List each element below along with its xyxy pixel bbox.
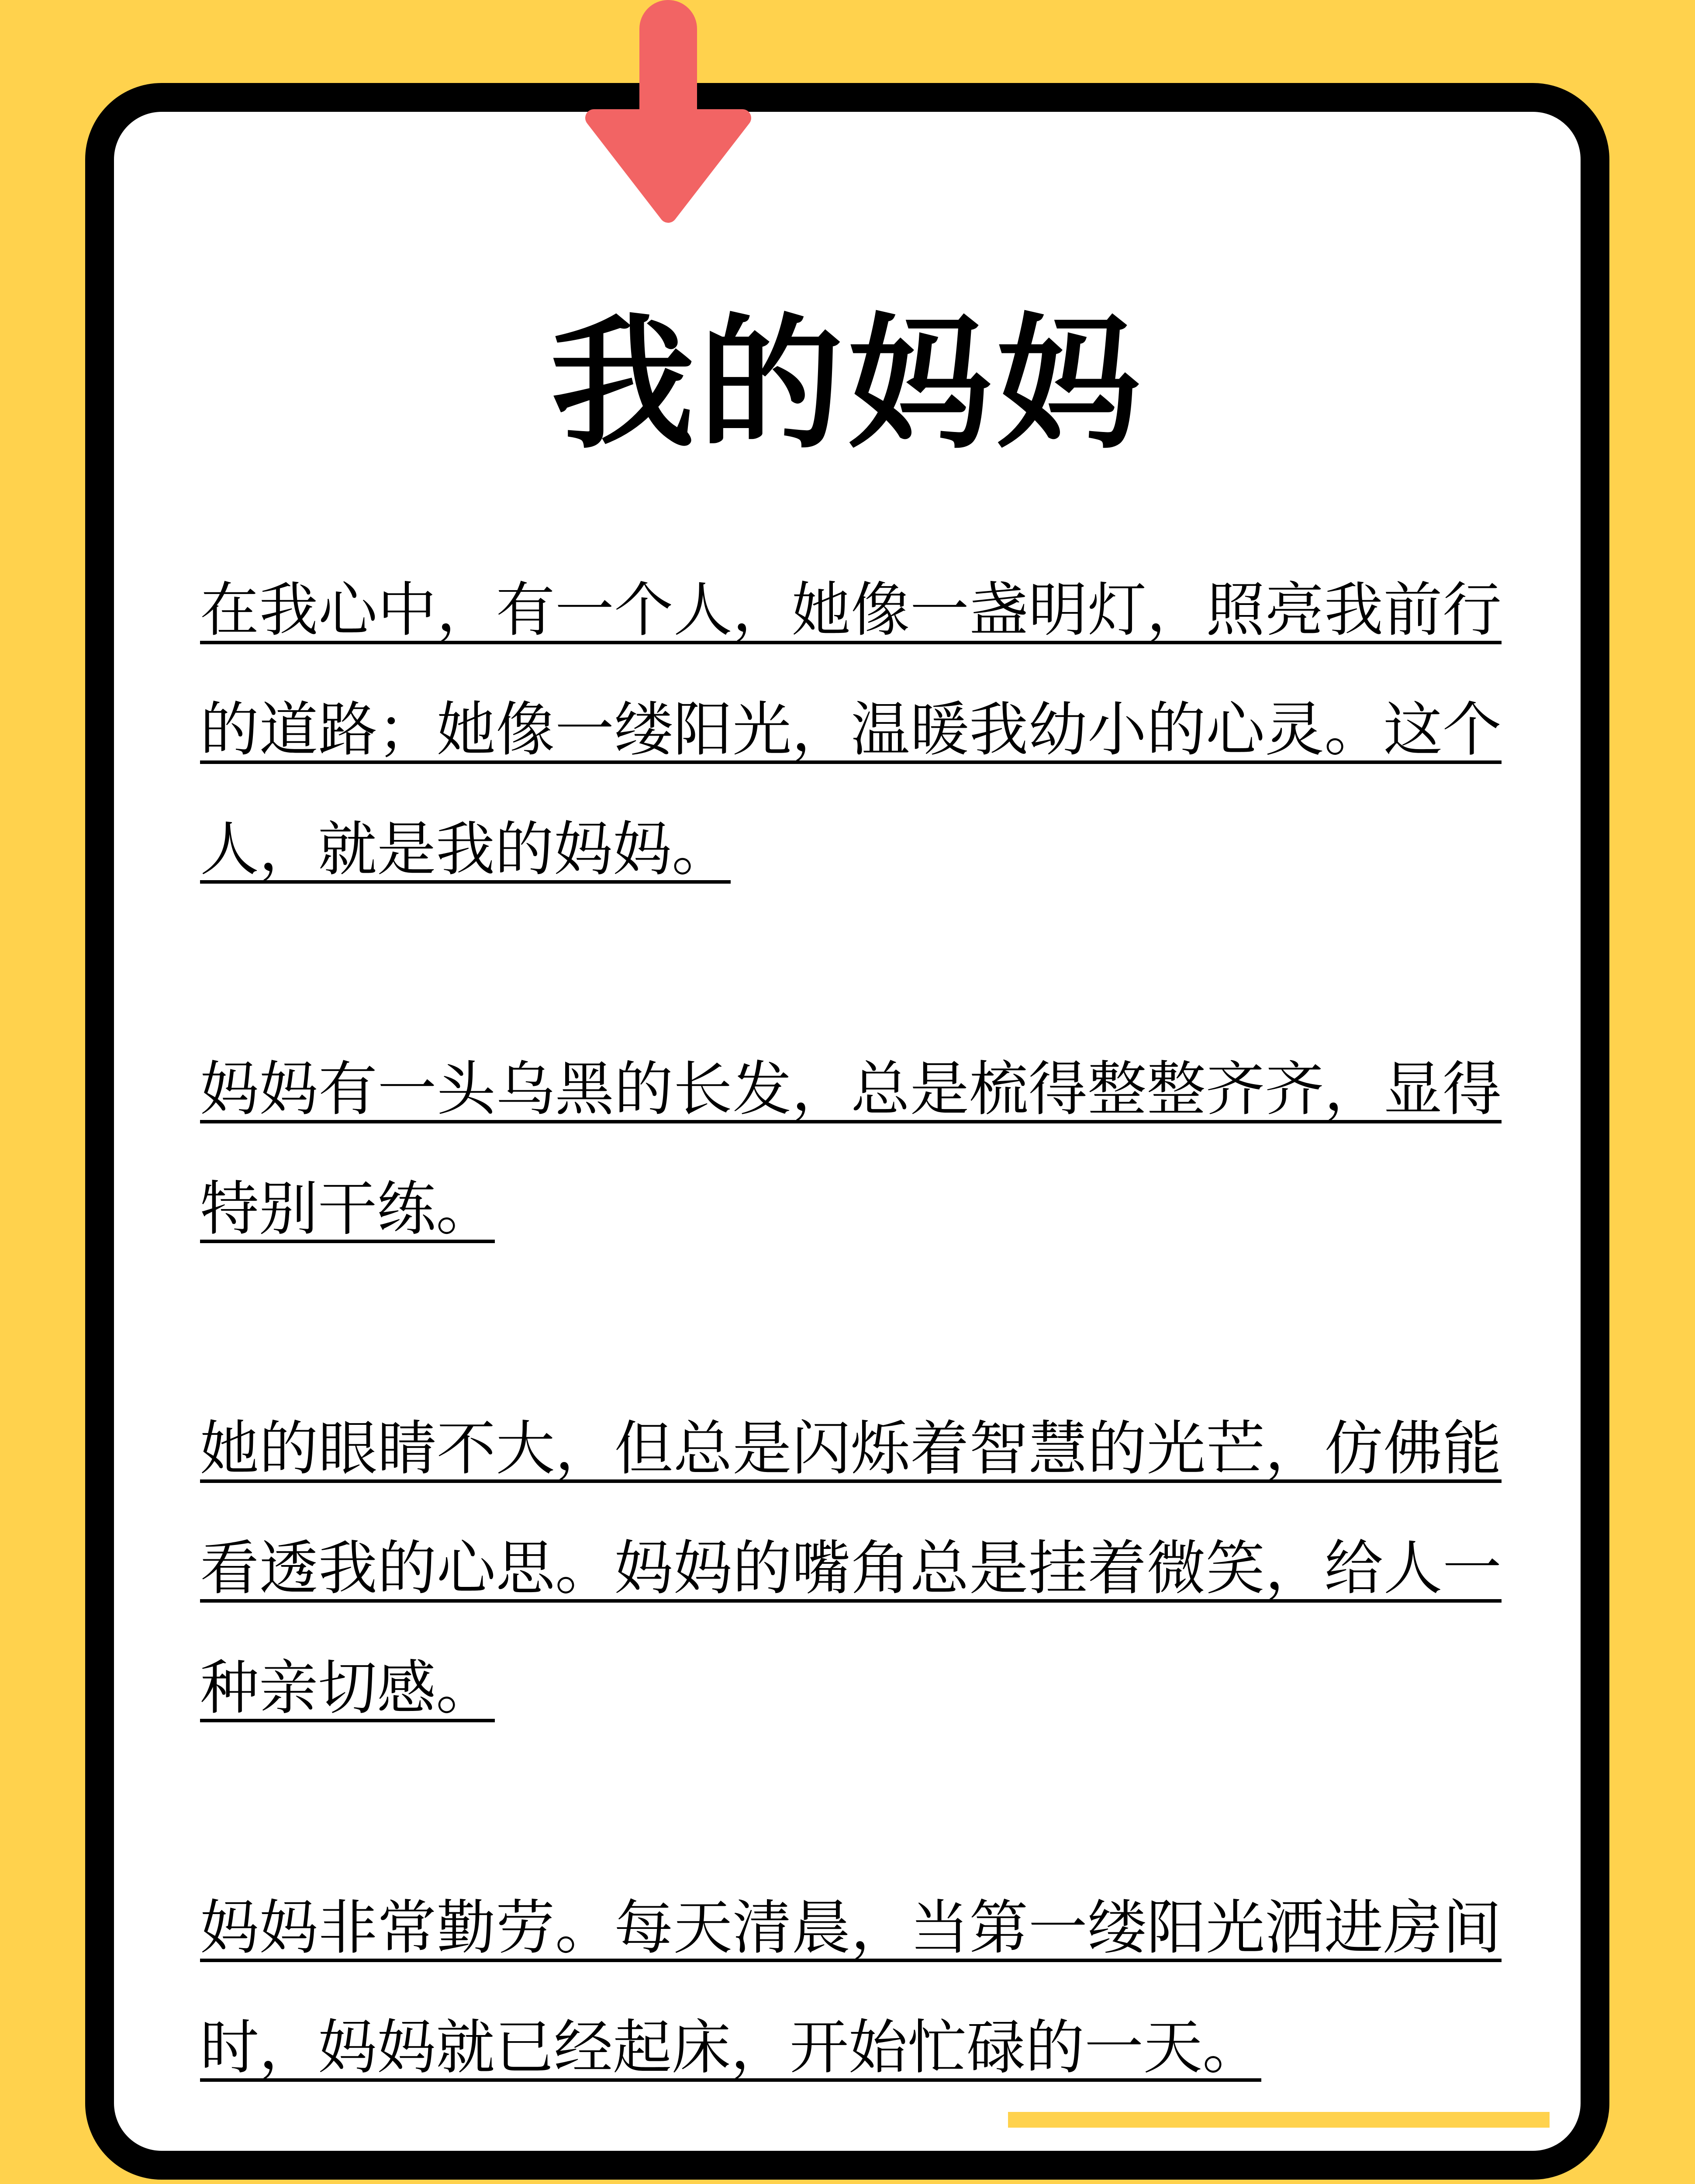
paragraph: 妈妈非常勤劳。每天清晨，当第一缕阳光洒进房间时，妈妈就已经起床，开始忙碌的一天。 — [200, 1894, 1502, 2082]
paragraph: 她的眼睛不大，但总是闪烁着智慧的光芒，仿佛能看透我的心思。妈妈的嘴角总是挂着微笑，给人一种亲切感。 — [200, 1414, 1502, 1722]
paragraph: 妈妈有一头乌黑的长发，总是梳得整整齐齐，显得特别干练。 — [200, 1055, 1502, 1243]
page-title: 我的妈妈 — [550, 301, 1145, 468]
down-arrow-icon — [577, 0, 760, 227]
accent-bar — [1008, 2112, 1550, 2128]
article-body — [200, 550, 1502, 2184]
paragraph: 在我心中，有一个人，她像一盏明灯，照亮我前行的道路；她像一缕阳光，温暖我幼小的心灵。这个人，就是我的妈妈。 — [200, 576, 1502, 884]
